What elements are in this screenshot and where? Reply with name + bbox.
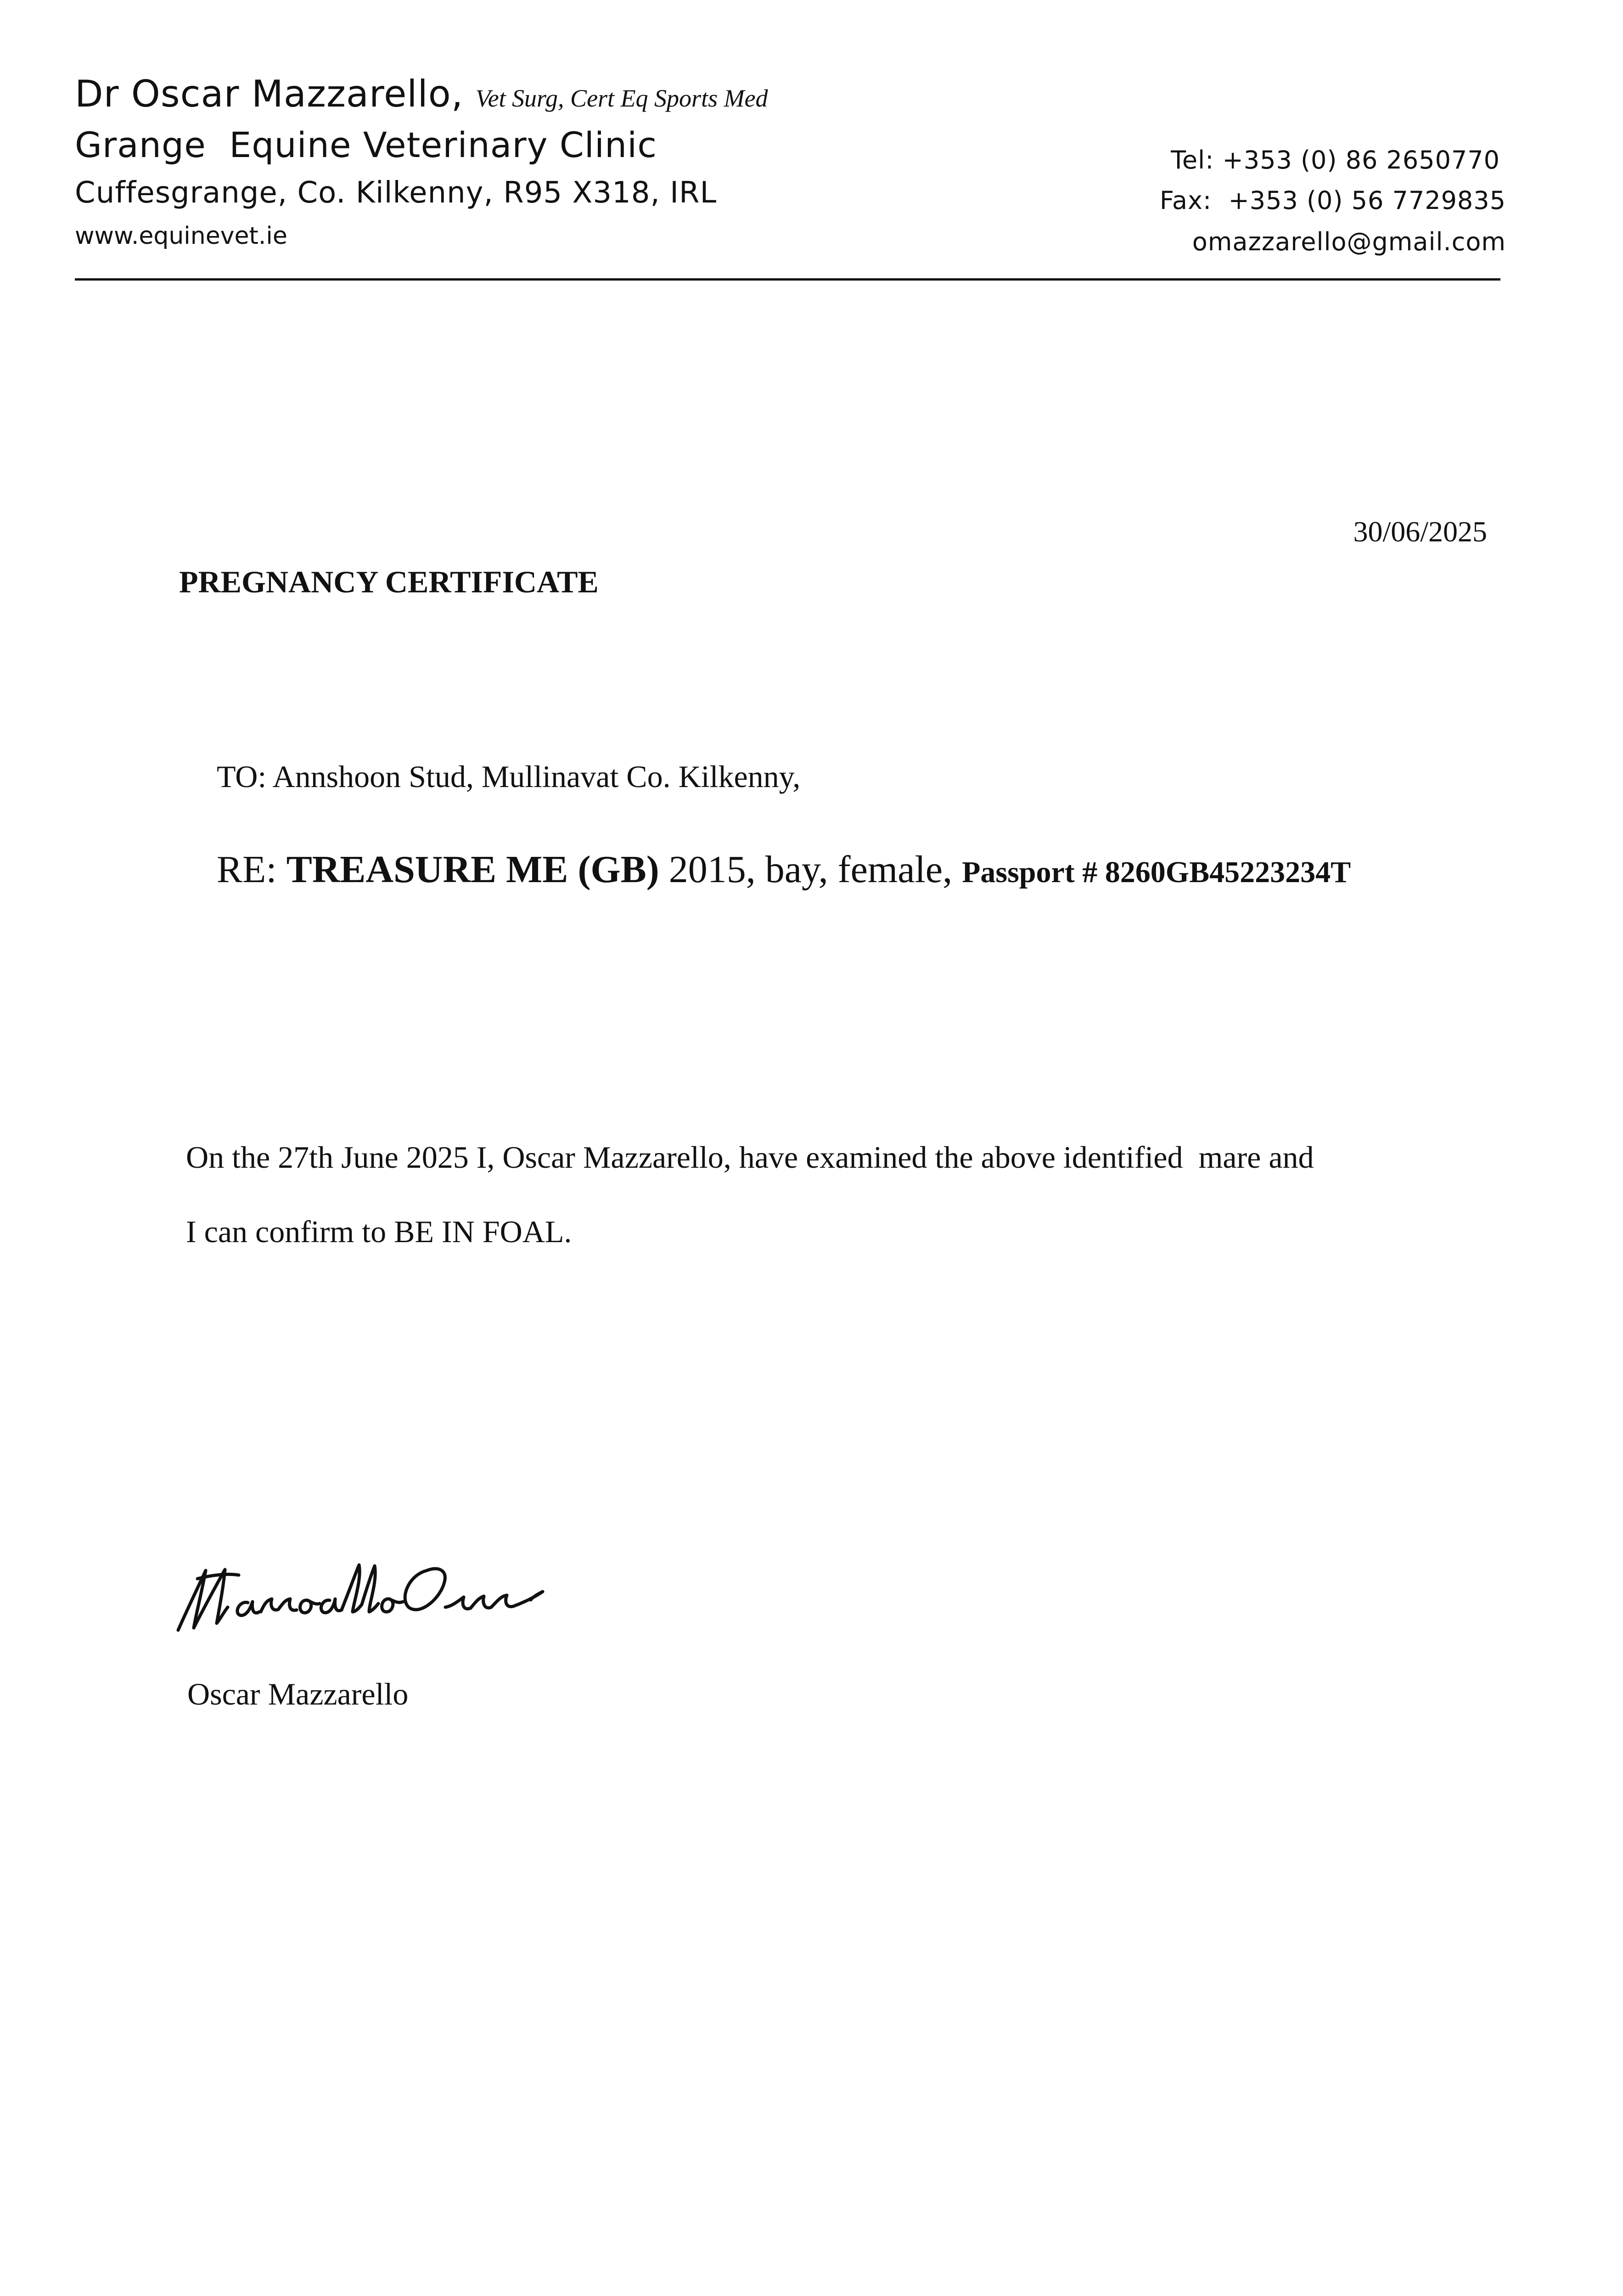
handwritten-signature: [170, 1538, 556, 1639]
clinic-fax: Fax: +353 (0) 56 7729835: [1159, 186, 1506, 215]
signatory-name: Oscar Mazzarello: [187, 1677, 409, 1711]
examination-statement: On the 27th June 2025 I, Oscar Mazzarello, have examined the above identified mare and: [186, 1140, 1314, 1175]
certificate-title: PREGNANCY CERTIFICATE: [179, 564, 599, 599]
letterhead-divider: [75, 278, 1500, 281]
clinic-address: Cuffesgrange, Co. Kilkenny, R95 X318, IRL: [75, 176, 717, 210]
clinic-website: www.equinevet.ie: [75, 222, 287, 250]
certificate-date: 30/06/2025: [1353, 515, 1487, 548]
vet-name-heading: [75, 73, 768, 115]
subject-line: [217, 850, 1351, 889]
foal-confirmation: I can confirm to BE IN FOAL.: [186, 1214, 572, 1249]
clinic-email: omazzarello@gmail.com: [1192, 227, 1506, 256]
horse-name: TREASURE ME (GB): [286, 848, 659, 891]
subject-prefix: RE:: [217, 848, 286, 891]
vet-name: Dr Oscar Mazzarello: [75, 73, 451, 115]
clinic-telephone: Tel: +353 (0) 86 2650770: [1171, 146, 1500, 174]
name-comma: ,: [451, 73, 464, 115]
vet-qualifications: Vet Surg, Cert Eq Sports Med: [475, 84, 768, 112]
horse-details: 2015, bay, female,: [659, 848, 962, 891]
passport-number: Passport # 8260GB45223234T: [962, 855, 1351, 889]
recipient-line: TO: Annshoon Stud, Mullinavat Co. Kilkenny,: [217, 759, 801, 794]
clinic-name: Grange Equine Veterinary Clinic: [75, 124, 657, 165]
